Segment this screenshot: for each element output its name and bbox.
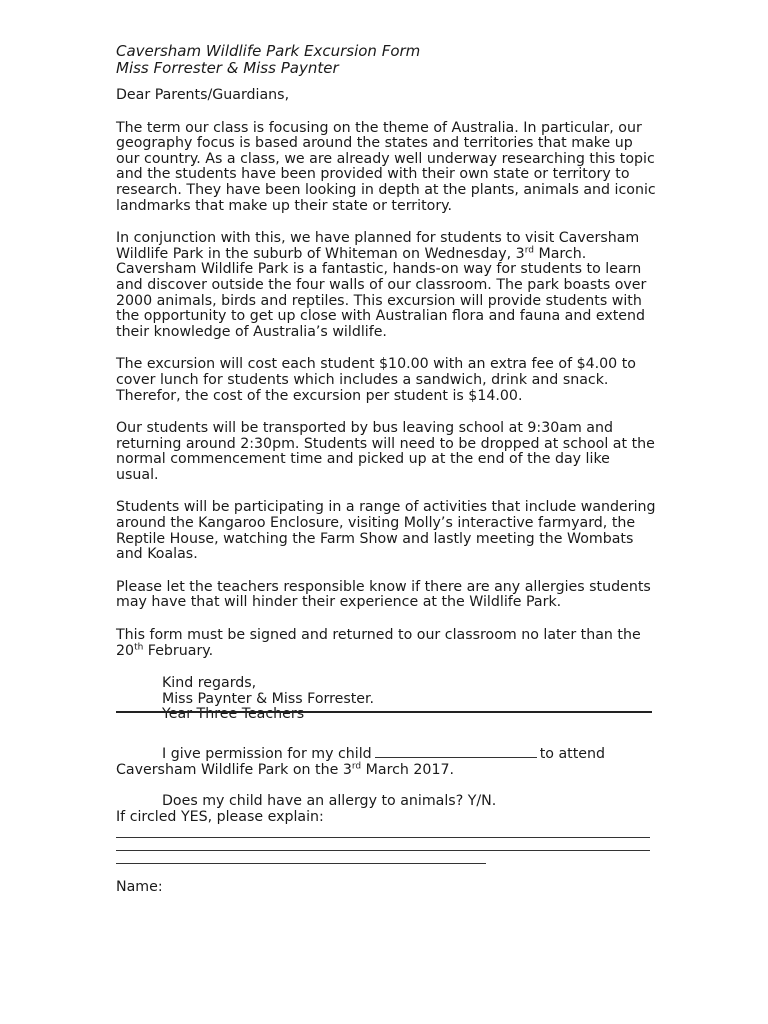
paragraph-theme: The term our class is focusing on the theme of Australia. In particular, our geography focus is based around the states and territories that make up our country. As a class, we are already well underway researching this topic and the students have been provided with their own state or territory to research. They have been looking in depth at the plants, animals and iconic landmarks that make up their state or territory.	[116, 119, 656, 214]
form-subtitle: Miss Forrester & Miss Paynter	[116, 59, 339, 77]
explain-line-1[interactable]	[116, 825, 650, 838]
salutation: Dear Parents/Guardians,	[116, 87, 290, 103]
allergy-question: Does my child have an allergy to animals? Y/N.	[162, 793, 497, 810]
paragraph-visit: In conjunction with this, we have planned for students to visit Caversham Wildlife Park in the suburb of Whiteman on Wednesday, 3rd March. Caversham Wildlife Park is a fantastic, hands-on way for students to learn and discover outside the four walls of our classroom. The park boasts over 2000 animals, birds and reptiles. This excursion will provide students with the opportunity to get up close with Australian flora and fauna and extend their knowledge of Australia’s wildlife.	[116, 230, 647, 340]
paragraph-allergies: Please let the teachers responsible know if there are any allergies students may have that will hinder their experience at the Wildlife Park.	[116, 578, 651, 611]
signers: Miss Paynter & Miss Forrester.	[162, 690, 375, 707]
explain-prompt: If circled YES, please explain:	[116, 808, 324, 825]
paragraph-cost: The excursion will cost each student $10.00 with an extra fee of $4.00 to cover lunch for students which includes a sandwich, drink and snack. Therefor, the cost of the excursion per student is $14.00.	[116, 356, 636, 404]
child-name-field[interactable]	[375, 744, 537, 758]
name-label: Name:	[116, 879, 163, 896]
tear-off-divider	[116, 711, 652, 713]
signature-block	[116, 676, 656, 723]
explain-line-2[interactable]	[116, 838, 650, 851]
permission-slip	[116, 744, 652, 896]
signer-role: Year Three Teachers	[162, 706, 305, 723]
paragraph-transport: Our students will be transported by bus leaving school at 9:30am and returning around 2:30pm. Students will need to be dropped at school at the normal commencement time and picked up at the end of the day like usual.	[116, 420, 655, 483]
paragraph-deadline: This form must be signed and returned to our classroom no later than the 20th February.	[116, 627, 641, 659]
form-title: Caversham Wildlife Park Excursion Form	[116, 42, 421, 60]
permission-date: Caversham Wildlife Park on the 3rd March 2017.	[116, 760, 455, 778]
closing: Kind regards,	[162, 675, 257, 692]
letter-body	[116, 43, 656, 723]
explain-line-3[interactable]	[116, 851, 486, 864]
permission-statement: I give permission for my child to attend	[162, 746, 606, 762]
paragraph-activities: Students will be participating in a range of activities that include wandering around the Kangaroo Enclosure, visiting Molly’s interactive farmyard, the Reptile House, watching the Farm Show and lastly meeting the Wombats and Koalas.	[116, 499, 656, 563]
